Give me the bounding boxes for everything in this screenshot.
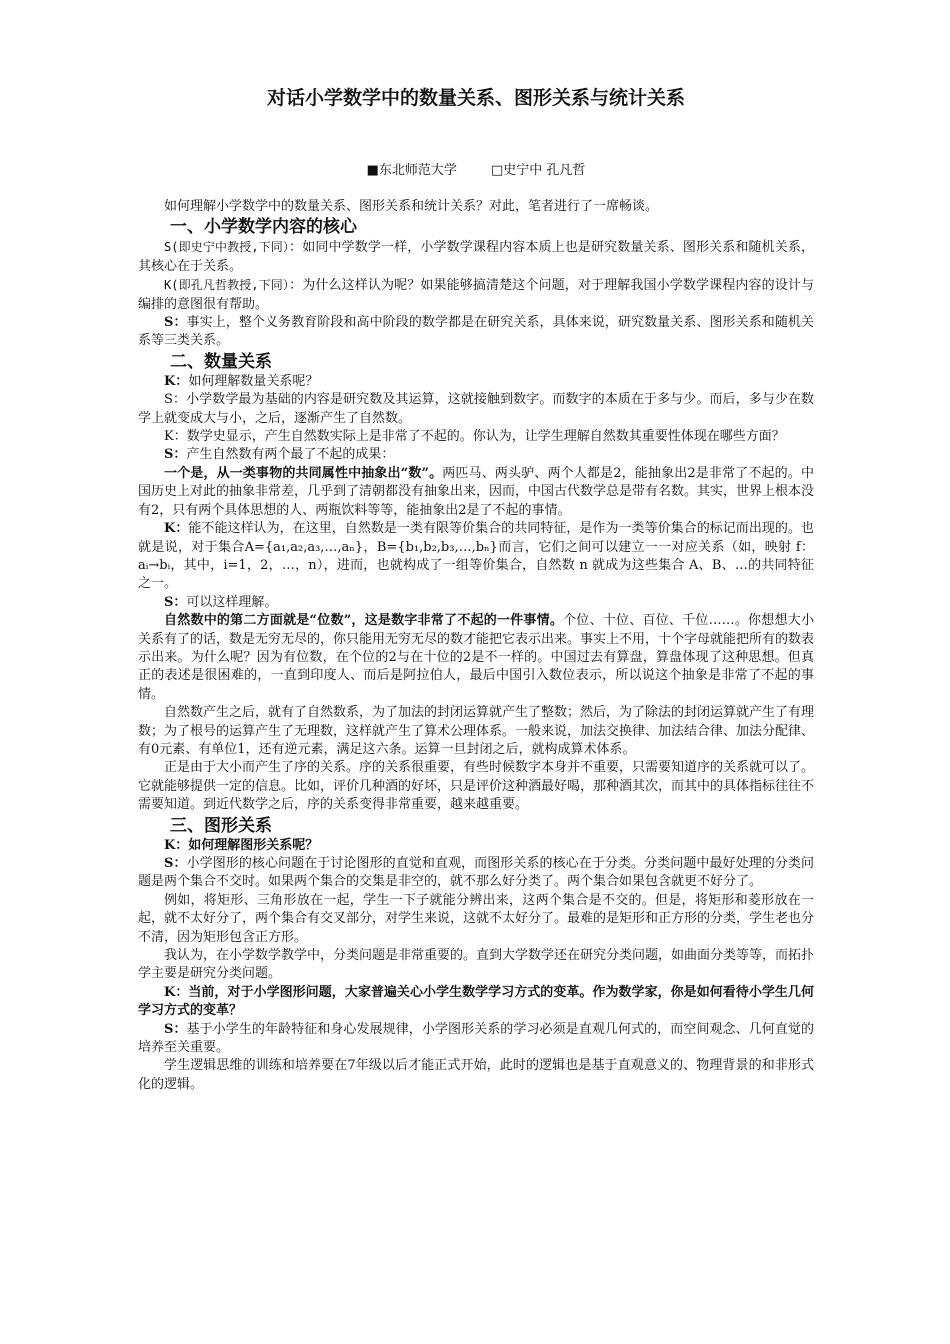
speaker-label: S： — [164, 315, 187, 331]
article-body — [138, 198, 814, 1094]
paragraph-text: ：如同中学数学一样，小学数学课程内容本质上也是研究数量关系、图形关系和随机关系，其核心在于关系。 — [138, 240, 814, 274]
speaker-label: K： — [164, 429, 187, 445]
paragraph — [138, 520, 814, 594]
document-title: 对话小学数学中的数量关系、图形关系与统计关系 — [266, 87, 685, 109]
speaker-label: S： — [164, 594, 187, 610]
paragraph — [138, 238, 814, 276]
paragraph: 自然数产生之后，就有了自然数系，为了加法的封闭运算就产生了整数；然后，为了除法的封闭运算就产生了有理数；为了根号的运算产生了无理数，这样就产生了算术公理体系。一般来说，加法交换律、加法结合律、加法分配律、有0元素、有单位1，还有逆元素，满足这六条。运算一旦封闭之后，就构成算术体系。 — [138, 705, 815, 757]
paragraph-text: 基于小学生的年龄特征和身心发展规律，小学图形关系的学习必须是直观几何式的，而空间观念、几何直觉的培养至关重要。 — [138, 1021, 814, 1056]
intro-paragraph: 如何理解小学数学中的数量关系、图形关系和统计关系？对此，笔者进行了一席畅谈。 — [164, 199, 659, 214]
section-heading-2: 二、数量关系 — [170, 351, 272, 372]
paragraph: 我认为，在小学数学教学中，分类问题是非常重要的。直到大学数学还在研究分类问题，如曲面分类等等，而拓扑学主要是研究分类问题。 — [138, 948, 815, 982]
paragraph — [138, 373, 814, 391]
speaker-label: K： — [164, 373, 189, 389]
paragraph-text: 能不能这样认为，在这里，自然数是一类有限等价集合的共同特征，是作为一类等价集合的标记而出现的。也就是说，对于集合 — [138, 521, 814, 555]
speaker-label: S(即史宁中教授,下同） — [164, 240, 290, 255]
paragraph-text: 如何理解数量关系呢？ — [188, 373, 319, 389]
speaker-label: S： — [164, 392, 187, 408]
speaker-label: K(即孔凡哲教授,下同） — [164, 278, 290, 293]
paragraph — [138, 612, 814, 704]
document-page — [138, 84, 814, 1094]
set-a: A={a₁,a₂,a₃,…,aₙ} — [244, 539, 364, 555]
paragraph-text: 小学图形的核心问题在于讨论图形的直觉和直观，而图形关系的核心在于分类。分类问题中最好处理的分类问题是两个集合不交时。如果两个集合的交集是非空的，就不那么好分类了。两个集合如果包含就更不好分了。 — [138, 856, 814, 890]
author-line — [138, 162, 814, 180]
section-heading-3: 三、图形关系 — [170, 815, 272, 836]
paragraph — [138, 446, 814, 464]
paragraph — [138, 1021, 814, 1058]
paragraph: 正是由于大小而产生了序的关系。序的关系很重要，有些时候数字本身并不重要，只需要知道序的关系就可以了。它就能够提供一定的信息。比如，评价几种酒的好坏，只是评价这种酒最好喝，那种酒其次，而其中的具体指标往往不需要知道。到近代数学之后，序的关系变得非常重要，越来越重要。 — [138, 760, 815, 813]
section-heading-1: 一、小学数学内容的核心 — [170, 217, 357, 238]
paragraph-text: 数学史显示，产生自然数实际上是非常了不起的。你认为，让学生理解自然数其重要性体现在哪些方面？ — [186, 429, 785, 445]
speaker-label: K： — [164, 521, 189, 537]
speaker-label: S： — [164, 856, 187, 871]
paragraph-lead: 一个是，从一类事物的共同属性中抽象出“数”。 — [164, 465, 443, 481]
paragraph-text: 事实上，整个义务教育阶段和高中阶段的数学都是在研究关系，具体来说，研究数量关系、图形关系和随机关系等三类关系。 — [138, 315, 814, 349]
paragraph-lead: 自然数中的第二方面就是“位数”，这是数字非常了不起的一件事情。 — [164, 613, 564, 629]
paragraph-text: 产生自然数有两个最了不起的成果： — [186, 447, 395, 463]
paragraph-text: ：为什么这样认为呢？如果能够搞清楚这个问题，对于理解我国小学数学课程内容的设计与编排的意图很有帮助。 — [138, 278, 814, 312]
paragraph — [138, 837, 814, 855]
paragraph — [138, 391, 814, 428]
paragraph — [138, 465, 814, 520]
speaker-label: S： — [164, 447, 187, 463]
paragraph — [138, 855, 814, 892]
author-names: □史宁中 孔凡哲 — [490, 163, 586, 178]
question-bold: K：当前，对于小学图形问题，大家普遍关心小学生数学学习方式的变革。作为数学家，你是如何看待小学生几何学习方式的变革？ — [138, 984, 814, 1019]
paragraph-text: 而言，它们之间可以建立一一对应关系（如，映射 f：aᵢ→bᵢ，其中，i=1，2，…，n），进而，也就构成了一组等价集合，自然数 n 就成为这些集合 A、B、…的共同特征之一。 — [138, 539, 814, 592]
paragraph: 例如，将矩形、三角形放在一起，学生一下子就能分辨出来，这两个集合是不交的。但是，将矩形和菱形放在一起，就不太好分了，两个集合有交叉部分，对学生来说，这就不太好分了。最难的是矩形和正方形的分类，学生老也分不清，因为矩形包含正方形。 — [138, 892, 815, 945]
paragraph — [138, 276, 814, 314]
paragraph — [138, 314, 814, 351]
paragraph: 学生逻辑思维的训练和培养要在7年级以后才能正式开始，此时的逻辑也是基于直观意义的、物理背景的和非形式化的逻辑。 — [138, 1058, 814, 1092]
comma: ， — [363, 539, 377, 555]
paragraph-text: 可以这样理解。 — [186, 594, 278, 610]
set-b: B={b₁,b₂,b₃,…,bₙ} — [376, 539, 498, 555]
paragraph-text: 小学数学最为基础的内容是研究数及其运算，这就接触到数字。而数字的本质在于多与少。而后，多与少在数学上就变成大与小，之后，逐渐产生了自然数。 — [138, 392, 814, 426]
paragraph — [138, 428, 814, 446]
speaker-label: S： — [164, 1021, 187, 1037]
paragraph-text: 两匹马、两头驴、两个人都是2，能抽象出2是非常了不起的。中国历史上对此的抽象非常差，几乎到了清朝都没有抽象出来，因而，中国古代数学总是带有名数。其实，世界上根本没有2，只有两个具体思想的人、两瓶饮料等等，能抽象出2是了不起的事情。 — [138, 465, 815, 518]
paragraph — [138, 594, 814, 612]
paragraph — [138, 984, 814, 1021]
question-bold: K：如何理解图形关系呢？ — [164, 837, 319, 853]
author-org: ■东北师范大学 — [366, 163, 457, 178]
paragraph-text: 个位、十位、百位、千位……。你想想大小关系有了的话，数是无穷无尽的，你只能用无穷无尽的数才能把它表示出来。事实上不用，十个字母就能把所有的数表示出来。为什么呢？因为有位数，在个位的2与在十位的2是不一样的。中国过去有算盘，算盘体现了这种思想。但真正的表述是很困难的，一直到印度人、而后是阿拉伯人，最后中国引入数位表示，所以说这个抽象是非常了不起的事情。 — [138, 613, 815, 702]
